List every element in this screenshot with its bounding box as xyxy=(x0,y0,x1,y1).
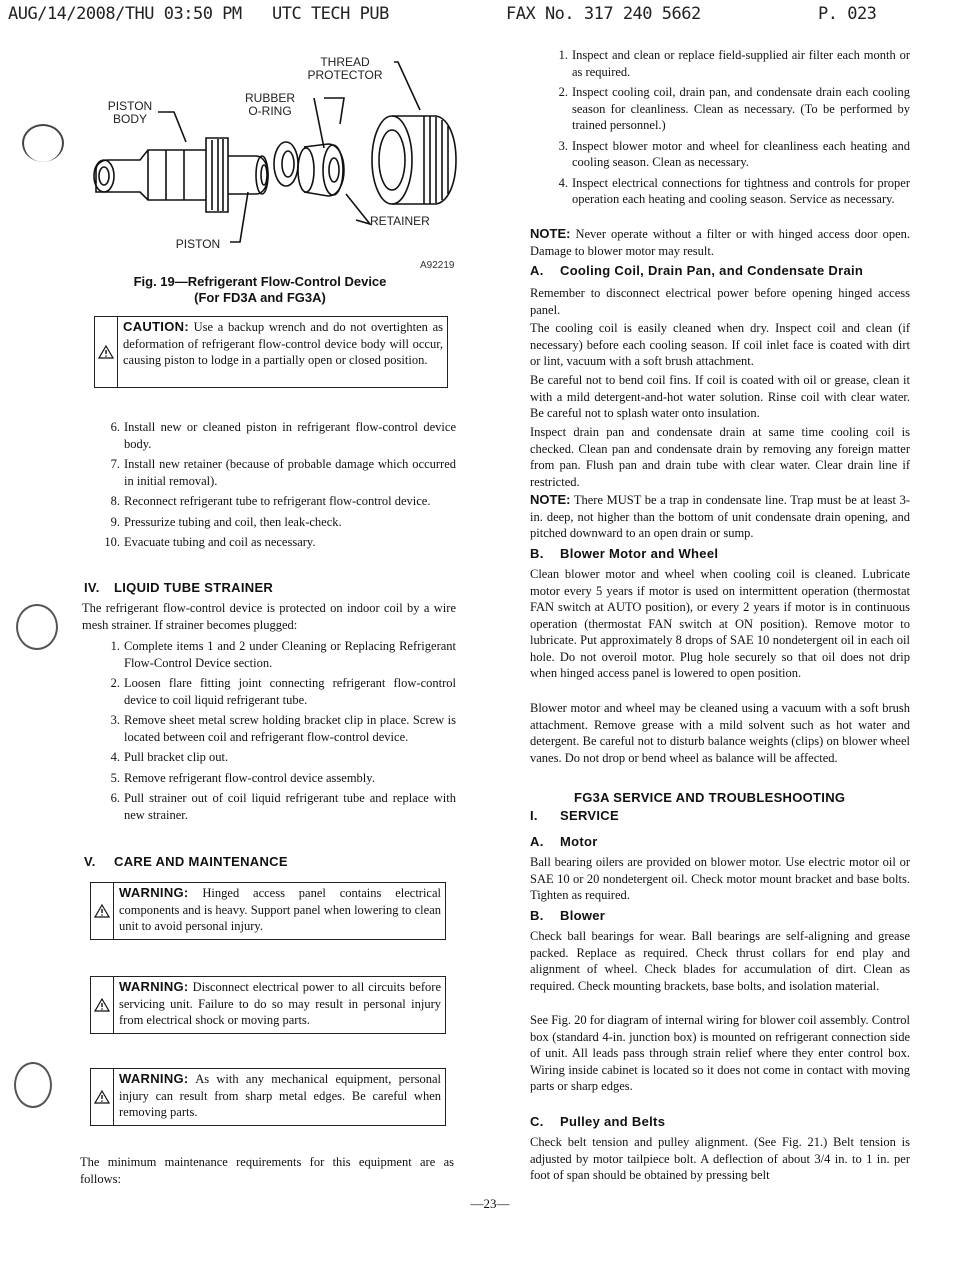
warning-triangle-icon xyxy=(98,345,114,359)
list-item: 3. Inspect blower motor and wheel for cleanliness each heating and cooling season. Clean as necessary. xyxy=(558,138,910,169)
label-piston: PISTON xyxy=(175,237,221,251)
list-item: 2. Loosen flare fitting joint connecting refrigerant flow-control device to coil liquid refrigerant tube. xyxy=(110,676,456,707)
binder-hole-icon xyxy=(14,1062,52,1108)
fg3a-motor-text: Ball bearing oilers are provided on blower motor. Use electric motor oil or SAE 10 or 20 nondetergent oil. Check motor mount bracket and base bolts. Tighten as required. xyxy=(530,855,910,902)
fg3a-heading: FG3A SERVICE AND TROUBLESHOOTING xyxy=(574,790,846,805)
note-filter: NOTE: Never operate without a filter or with hinged access door open. Damage to blower motor may result. xyxy=(530,226,911,258)
list-item: 9. Pressurize tubing and coil, then leak-check. xyxy=(110,514,342,529)
list-item: 3. Remove sheet metal screw holding bracket clip in place. Screw is located between coil and refrigerant flow-control device. xyxy=(110,713,456,744)
caution-text: Use a backup wrench and do not overtighten as deformation of refrigerant flow-control device body will occur, causing piston to lodge in a partially open or closed position. xyxy=(123,320,443,367)
fg3a-motor-heading: A. Motor xyxy=(530,834,598,849)
min-maintenance-intro: The minimum maintenance requirements for this equipment are as follows: xyxy=(80,1155,454,1186)
fg3a-pulley-text: Check belt tension and pulley alignment. (See Fig. 21.) Belt tension is adjusted by motor tailpiece bolt. A deflection of about 3/4 in. to 1 in. per foot of span should be obtained by pressing belt xyxy=(530,1135,910,1182)
maintenance-requirements-list xyxy=(530,47,910,212)
fax-header xyxy=(0,4,954,26)
fg3a-blower-heading: B. Blower xyxy=(530,908,606,923)
flow-control-steps xyxy=(84,419,456,555)
list-item: 10. Evacuate tubing and coil as necessary. xyxy=(104,535,316,549)
binder-hole-icon xyxy=(22,124,64,162)
section-a-para-1: Remember to disconnect electrical power before opening hinged access panel. xyxy=(530,286,910,317)
fax-date-time: AUG/14/2008/THU 03:50 PM xyxy=(8,4,242,24)
list-item: 4. Pull bracket clip out. xyxy=(110,750,229,764)
section-a-para-4: Inspect drain pan and condensate drain at same time cooling coil is checked. Clean pan and condensate drain by removing any foreign matter from pan. Flush pan and drain tube with clear water. Clear drain line if restricted. xyxy=(530,425,910,489)
section-iv-heading: IV. LIQUID TUBE STRAINER xyxy=(84,580,274,595)
section-iv-intro: The refrigerant flow-control device is protected on indoor coil by a wire mesh strainer. If strainer becomes plugged: xyxy=(82,601,456,632)
flow-control-device-illustration xyxy=(88,52,460,274)
figure-code: A92219 xyxy=(420,260,455,271)
list-item: 6. Pull strainer out of coil liquid refrigerant tube and replace with new strainer. xyxy=(110,791,456,822)
caution-keyword: CAUTION: xyxy=(123,319,189,334)
section-v-heading: V. CARE AND MAINTENANCE xyxy=(84,854,288,869)
list-item: 6. Install new or cleaned piston in refrigerant flow-control device body. xyxy=(110,420,456,451)
fg3a-blower-para-2: See Fig. 20 for diagram of internal wiring for blower coil assembly. Control box (standard 4-in. junction box) is mounted on refrigerant connection side of unit. All leads pass through strain relief where they enter control box. Wiring inside cabinet is located so it does not come in contact with moving parts or sharp edges. xyxy=(530,1013,910,1093)
warning-box-sharp-edges: WARNING: As with any mechanical equipment, personal injury can result from sharp metal edges. Be careful when removing parts. xyxy=(90,1068,446,1126)
binder-hole-icon xyxy=(16,604,58,650)
fg3a-blower-para-1: Check ball bearings for wear. Ball bearings are self-aligning and grease packed. Replace as required. Check thrust collars for end play and alignment of wheel. Check blades for accumulation of dirt. Clean as required. Check mounting brackets, base bolts, and isolation material. xyxy=(530,929,910,993)
strainer-steps xyxy=(84,638,456,827)
section-a-note: NOTE: There MUST be a trap in condensate line. Trap must be at least 3-in. deep, not higher than the bottom of unit condensate drain opening, and pitched downward to an open drain or sump. xyxy=(530,492,910,540)
label-piston-body: PISTON BODY xyxy=(107,99,153,126)
list-item: 2. Inspect cooling coil, drain pan, and condensate drain each cooling season for cleanliness. Clean as necessary. (To be performed by trained personnel.) xyxy=(558,85,910,132)
warning-box-hinged-panel: WARNING: Hinged access panel contains electrical components and is heavy. Support panel when lowering to clean unit to avoid personal injury. xyxy=(90,882,446,940)
fax-number: FAX No. 317 240 5662 xyxy=(506,4,701,24)
caution-box xyxy=(94,316,448,388)
list-item: 1. Complete items 1 and 2 under Cleaning or Replacing Refrigerant Flow-Control Device section. xyxy=(110,639,456,670)
fax-sender: UTC TECH PUB xyxy=(272,4,389,24)
section-b-heading: B. Blower Motor and Wheel xyxy=(530,546,719,561)
warning-triangle-icon xyxy=(94,998,110,1012)
section-a-heading: A. Cooling Coil, Drain Pan, and Condensate Drain xyxy=(530,263,864,278)
list-item: 5. Remove refrigerant flow-control device assembly. xyxy=(110,770,375,785)
fax-page: P. 023 xyxy=(818,4,877,24)
section-b-para-2: Blower motor and wheel may be cleaned using a vacuum with a soft brush attachment. Remove grease with a mild solvent such as hot water and detergent. Be careful not to disturb balance weights (clips) on blower wheel vanes. Do not drop or bend wheel as balance will be affected. xyxy=(530,701,910,765)
section-a-para-3: Be careful not to bend coil fins. If coil is coated with oil or grease, clean it with a mild detergent-and-hot water solution. Rinse coil with clear water. Be careful not to splash water onto insulation. xyxy=(530,373,910,420)
section-a-para-2: The cooling coil is easily cleaned when dry. Inspect coil and clean (if necessary) before each cooling season. If coil inlet face is coated with dirt or lint, vacuum with a soft brush attachment. xyxy=(530,321,910,368)
list-item: 7. Install new retainer (because of probable damage which occurred in initial removal). xyxy=(110,457,456,488)
warning-box-disconnect-power: WARNING: Disconnect electrical power to all circuits before servicing unit. Failure to do so may result in personal injury from electrical shock or moving parts. xyxy=(90,976,446,1034)
list-item: 1. Inspect and clean or replace field-supplied air filter each month or as required. xyxy=(558,48,910,79)
warning-triangle-icon xyxy=(94,1090,110,1104)
label-rubber-oring: RUBBER O-RING xyxy=(244,91,295,118)
fg3a-service-heading: I. SERVICE xyxy=(530,808,619,823)
label-thread-protector: THREAD PROTECTOR xyxy=(307,55,383,82)
warning-triangle-icon xyxy=(94,904,110,918)
section-b-para-1: Clean blower motor and wheel when cooling coil is cleaned. Lubricate motor every 5 years if motor is used on intermittent operation (thermostat FAN switch at AUTO position), or every 2 years if motor is in continuous operation (thermostat FAN switch at ON position). Remove motor to lubricate. Put approximately 8 drops of SAE 10 nondetergent oil in each oil hole. Do not overoil motor. Plug hole securely so that oil does not drip when hinged access panel is lowered to open position. xyxy=(530,567,910,680)
list-item: 8. Reconnect refrigerant tube to refrigerant flow-control device. xyxy=(110,494,431,508)
list-item: 4. Inspect electrical connections for tightness and controls for proper operation each heating and cooling season. Service as necessary. xyxy=(558,175,910,206)
label-retainer: RETAINER xyxy=(370,214,430,228)
figure-caption: Fig. 19—Refrigerant Flow-Control Device (For FD3A and FG3A) xyxy=(133,274,387,305)
fg3a-pulley-heading: C. Pulley and Belts xyxy=(530,1114,666,1129)
figure-flow-control-device xyxy=(88,52,460,274)
page-number: —23— xyxy=(470,1196,510,1211)
